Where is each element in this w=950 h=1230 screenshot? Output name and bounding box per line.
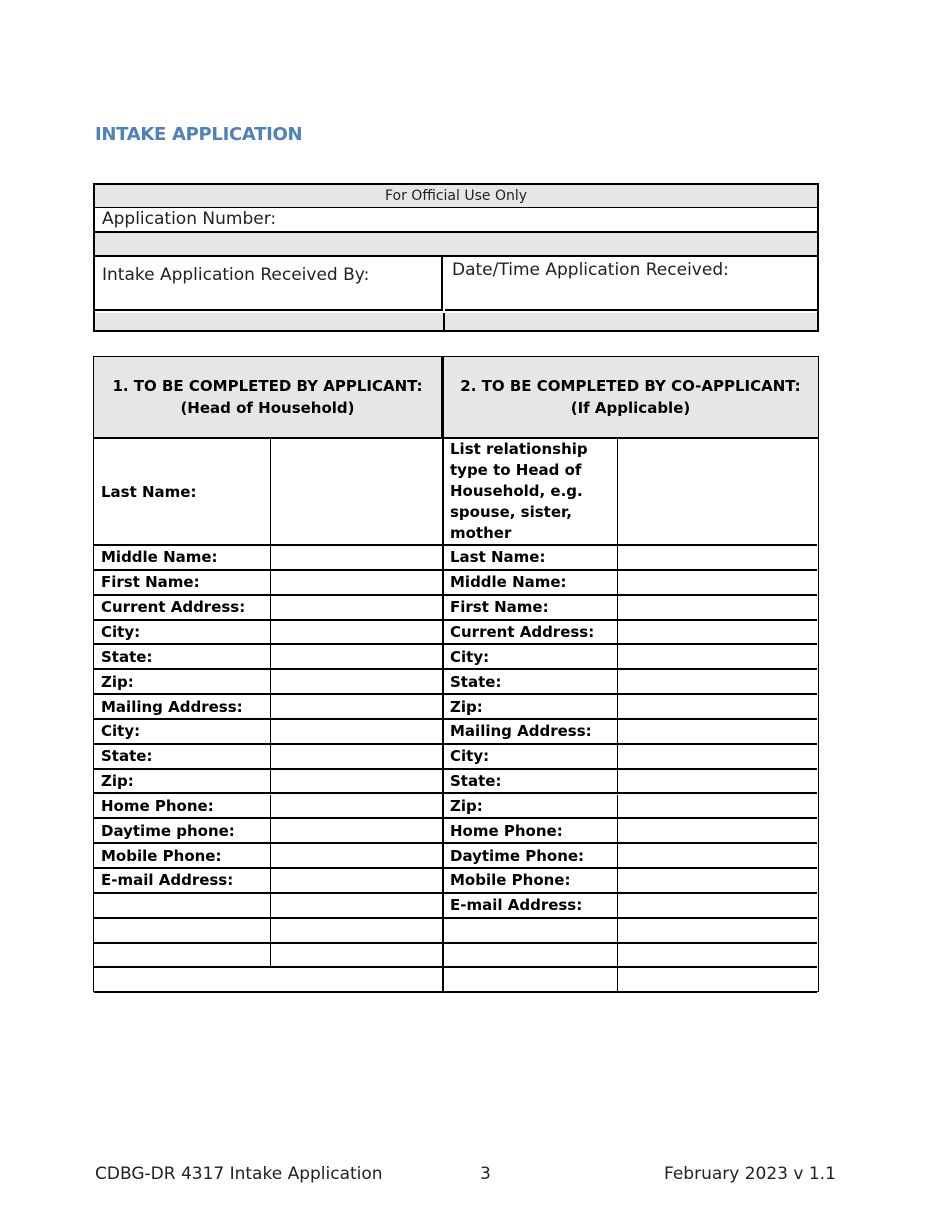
coapplicant-input[interactable] [618,869,817,894]
applicant-blank-row[interactable] [94,968,443,993]
coapplicant-input[interactable] [618,571,817,596]
applicant-input[interactable] [271,596,443,621]
coapplicant-input[interactable] [618,968,817,993]
applicant-input[interactable] [271,745,443,770]
applicant-input[interactable] [271,869,443,894]
applicant-input[interactable] [271,919,443,944]
applicant-label: Mobile Phone: [94,844,271,869]
footer-document-name: CDBG-DR 4317 Intake Application [95,1164,383,1184]
applicant-input[interactable] [271,795,443,820]
coapplicant-input[interactable] [618,645,817,670]
applicant-label: Zip: [94,670,271,695]
coapplicant-input[interactable] [618,944,817,969]
coapplicant-input[interactable] [618,720,817,745]
applicant-label: E-mail Address: [94,869,271,894]
coapplicant-input[interactable] [618,546,817,571]
coapplicant-label: Daytime Phone: [443,844,618,869]
coapplicant-label: State: [443,770,618,795]
applicant-input[interactable] [271,894,443,919]
coapplicant-input[interactable] [618,770,817,795]
applicant-label [94,894,271,919]
applicant-header-subtitle: (Head of Household) [180,399,355,417]
applicant-label: Daytime phone: [94,819,271,844]
coapplicant-input[interactable] [618,844,817,869]
coapplicant-label: List relationship type to Head of Household, e.g. spouse, sister, mother [443,439,618,546]
coapplicant-input[interactable] [618,795,817,820]
coapplicant-header [443,357,818,439]
coapplicant-input[interactable] [618,670,817,695]
applicant-label [94,944,271,969]
coapplicant-label: Zip: [443,695,618,720]
applicant-label [94,919,271,944]
coapplicant-input[interactable] [618,819,817,844]
applicant-label: State: [94,645,271,670]
coapplicant-input[interactable] [618,919,817,944]
applicant-input[interactable] [271,844,443,869]
coapplicant-label: Last Name: [443,546,618,571]
coapplicant-label [443,968,618,993]
applicant-label: Mailing Address: [94,695,271,720]
applicant-label: Home Phone: [94,795,271,820]
applicant-input[interactable] [271,670,443,695]
application-number-value[interactable] [95,233,817,257]
applicant-header [94,357,443,439]
date-received-label: Date/Time Application Received: [445,257,817,311]
coapplicant-label [443,944,618,969]
applicant-input[interactable] [271,546,443,571]
applicant-input[interactable] [271,695,443,720]
applicant-form-table [93,356,819,992]
received-by-input[interactable] [95,313,445,330]
coapplicant-label: Middle Name: [443,571,618,596]
coapplicant-label: First Name: [443,596,618,621]
coapplicant-label: State: [443,670,618,695]
application-number-field[interactable]: Application Number: [95,207,817,233]
coapplicant-input[interactable] [618,596,817,621]
date-received-input[interactable] [445,313,817,330]
applicant-input[interactable] [271,944,443,969]
footer-page-number: 3 [480,1164,491,1184]
coapplicant-input[interactable] [618,439,817,546]
coapplicant-input[interactable] [618,894,817,919]
coapplicant-label: Home Phone: [443,819,618,844]
applicant-input[interactable] [271,819,443,844]
coapplicant-header-subtitle: (If Applicable) [570,399,691,417]
coapplicant-label: E-mail Address: [443,894,618,919]
page-title: INTAKE APPLICATION [95,124,303,145]
coapplicant-label: City: [443,745,618,770]
official-use-table [93,183,819,332]
applicant-header-title: 1. TO BE COMPLETED BY APPLICANT: [112,377,423,395]
applicant-label: Middle Name: [94,546,271,571]
coapplicant-label: Mailing Address: [443,720,618,745]
applicant-label: First Name: [94,571,271,596]
official-use-header: For Official Use Only [95,185,817,208]
applicant-label: State: [94,745,271,770]
coapplicant-input[interactable] [618,745,817,770]
applicant-input[interactable] [271,621,443,646]
coapplicant-label [443,919,618,944]
applicant-input[interactable] [271,770,443,795]
footer-version-date: February 2023 v 1.1 [664,1164,836,1184]
applicant-label: Last Name: [94,439,271,546]
column-divider [442,357,444,991]
applicant-input[interactable] [271,571,443,596]
coapplicant-label: Mobile Phone: [443,869,618,894]
applicant-input[interactable] [271,720,443,745]
applicant-input[interactable] [271,645,443,670]
coapplicant-input[interactable] [618,621,817,646]
received-by-label: Intake Application Received By: [95,257,443,311]
applicant-label: Current Address: [94,596,271,621]
applicant-label: City: [94,621,271,646]
coapplicant-label: Zip: [443,795,618,820]
coapplicant-input[interactable] [618,695,817,720]
coapplicant-label: City: [443,645,618,670]
applicant-label: Zip: [94,770,271,795]
applicant-label: City: [94,720,271,745]
applicant-input[interactable] [271,439,443,546]
coapplicant-label: Current Address: [443,621,618,646]
coapplicant-header-title: 2. TO BE COMPLETED BY CO-APPLICANT: [460,377,801,395]
